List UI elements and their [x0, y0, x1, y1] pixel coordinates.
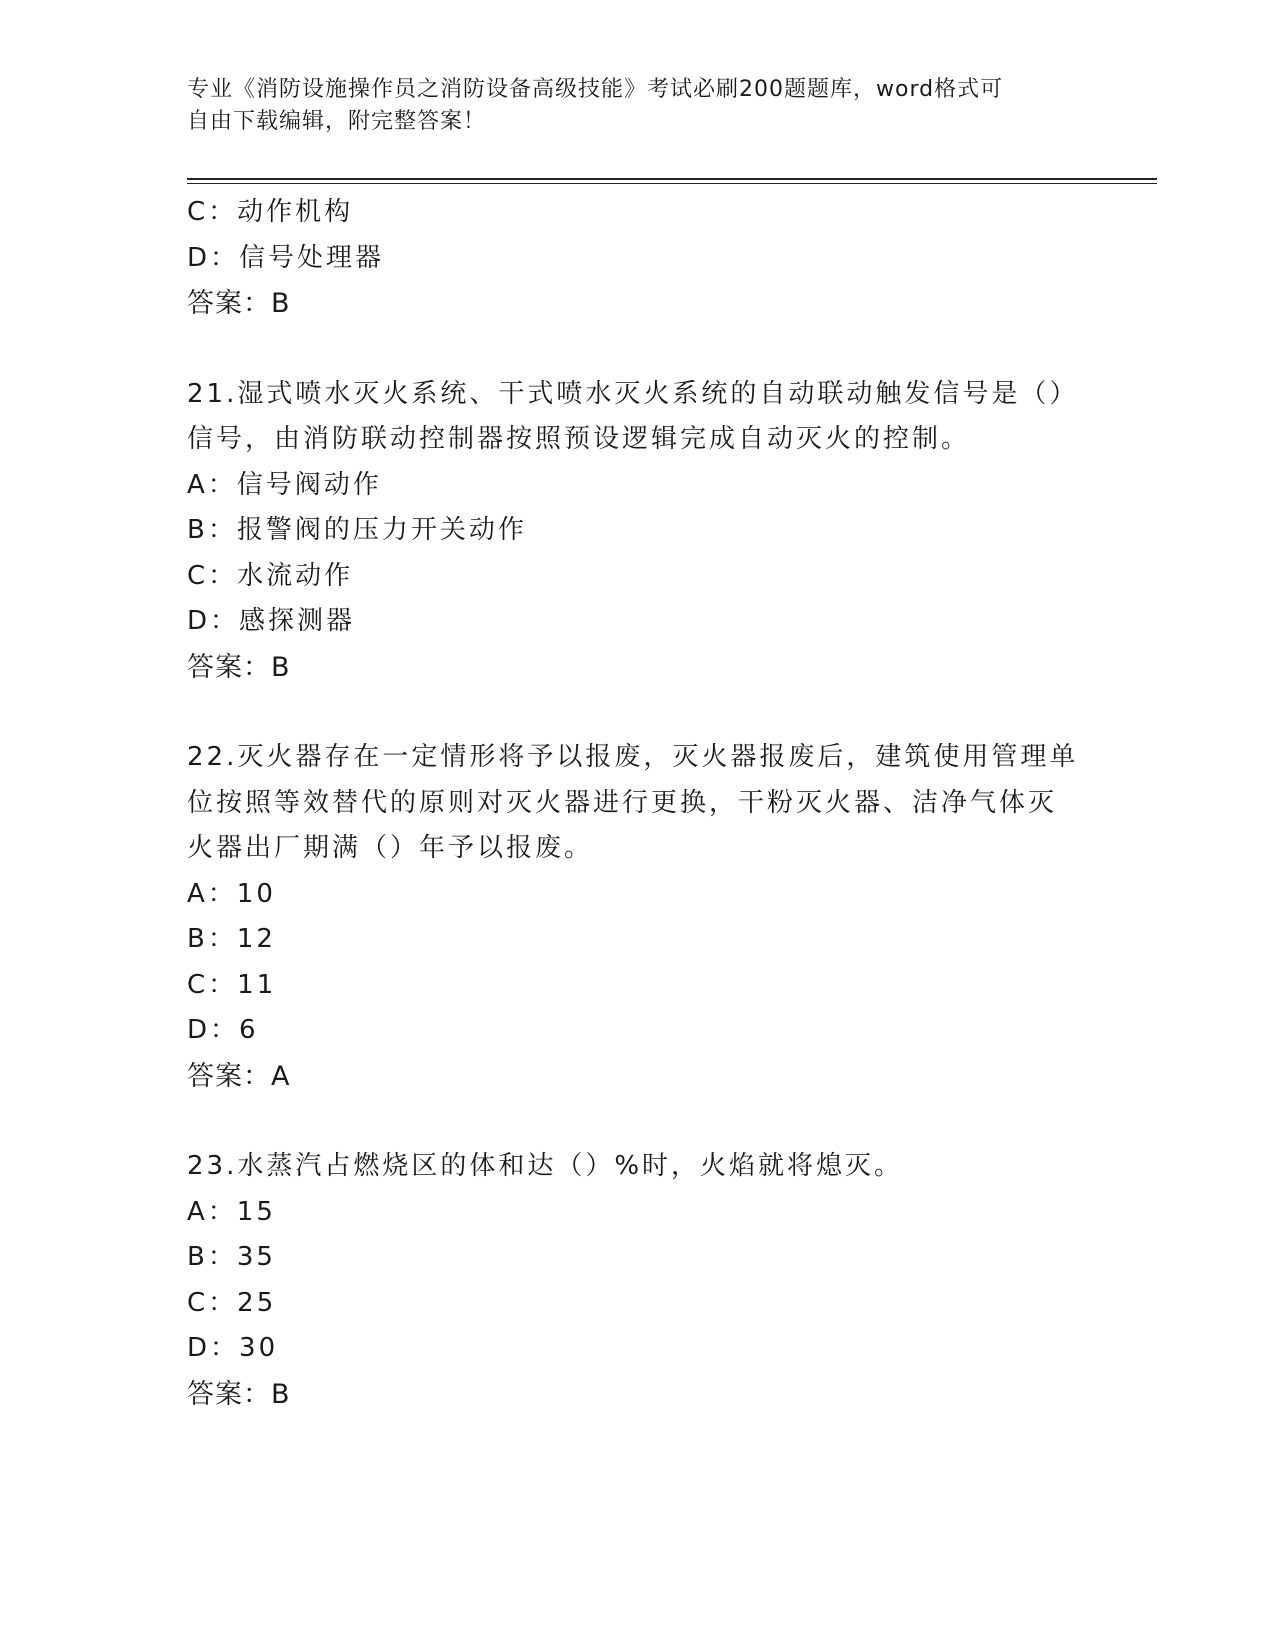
- question-20-tail: [187, 190, 1087, 327]
- answer-line: 答案：B: [187, 1378, 291, 1410]
- option-d: D：6: [187, 1015, 259, 1045]
- question-21: [187, 372, 1087, 691]
- question-stem-line: 信号，由消防联动控制器按照预设逻辑完成自动灭火的控制。: [187, 424, 971, 454]
- header-line-1: 专业《消防设施操作员之消防设备高级技能》考试必刷200题题库，word格式可: [187, 77, 1004, 102]
- question-stem-line: 22.灭火器存在一定情形将予以报废，灭火器报废后，建筑使用管理单: [187, 742, 1079, 772]
- question-stem-line: 23.水蒸汽占燃烧区的体和达（）%时，火焰就将熄灭。: [187, 1151, 904, 1181]
- question-stem-line: 位按照等效替代的原则对灭火器进行更换，干粉灭火器、洁净气体灭: [187, 787, 1058, 818]
- option-c: C：11: [187, 969, 277, 1000]
- option-d: D：信号处理器: [187, 242, 385, 273]
- header-line-2: 自由下载编辑，附完整答案！: [187, 109, 487, 134]
- option-a: A：15: [187, 1196, 276, 1227]
- option-c: C：水流动作: [187, 560, 354, 591]
- answer-line: 答案：B: [187, 288, 291, 319]
- question-23: [187, 1144, 1087, 1417]
- answer-line: 答案：A: [187, 1060, 291, 1092]
- option-c: C：动作机构: [187, 197, 354, 227]
- header-rule-thick: [187, 178, 1157, 180]
- option-b: B：报警阀的压力开关动作: [187, 515, 527, 545]
- option-a: A：信号阀动作: [187, 469, 382, 500]
- question-22: [187, 735, 1087, 1099]
- question-stem-line: 21.湿式喷水灭火系统、干式喷水灭火系统的自动联动触发信号是（）: [187, 378, 1079, 409]
- question-stem-line: 火器出厂期满（）年予以报废。: [187, 833, 594, 863]
- answer-line: 答案：B: [187, 651, 291, 683]
- header-rule-thin: [187, 183, 1157, 184]
- option-c: C：25: [187, 1287, 277, 1318]
- option-b: B：35: [187, 1242, 276, 1272]
- option-d: D：感探测器: [187, 606, 356, 636]
- question-list: [187, 190, 1087, 1417]
- option-d: D：30: [187, 1333, 279, 1363]
- document-header: [187, 74, 1087, 138]
- option-b: B：12: [187, 924, 276, 954]
- option-a: A：10: [187, 878, 276, 909]
